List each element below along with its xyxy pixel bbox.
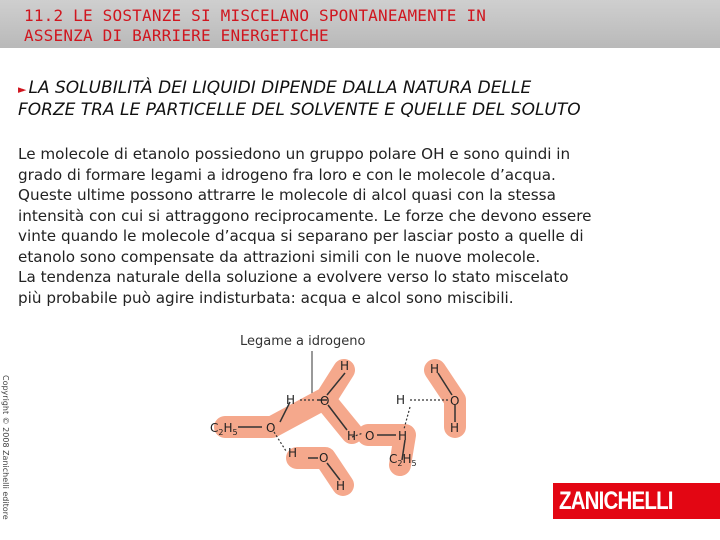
atom-hydrogen: H	[398, 429, 408, 443]
section-heading-line-2: FORZE TRA LE PARTICELLE DEL SOLVENTE E QUELLE DEL SOLUTO	[18, 100, 581, 120]
body-line: Le molecole di etanolo possiedono un gruppo polare OH e sono quindi in	[18, 145, 571, 163]
atom-carbon-group: $C_2H_5$	[210, 421, 238, 437]
atom-oxygen: O	[450, 394, 460, 408]
atom-hydrogen: H	[340, 359, 350, 373]
slide-title-line-1: 11.2 LE SOSTANZE SI MISCELANO SPONTANEAMENTE IN	[24, 6, 487, 25]
section-heading-line-1: LA SOLUBILITÀ DEI LIQUIDI DIPENDE DALLA NATURA DELLE	[28, 78, 532, 98]
atom-oxygen: O	[266, 421, 276, 435]
atom-oxygen: O	[319, 451, 329, 465]
copyright-text: Copyright © 2008 Zanichelli editore	[1, 375, 10, 520]
atom-oxygen: O	[320, 394, 330, 408]
zanichelli-logo	[553, 483, 720, 519]
slide-title	[24, 6, 486, 46]
section-heading	[18, 78, 708, 121]
atom-hydrogen: H	[288, 446, 298, 460]
slide-header	[0, 0, 720, 48]
body-line: etanolo sono compensate da attrazioni simili con le nuove molecole.	[18, 247, 541, 266]
slide-title-line-2: ASSENZA DI BARRIERE ENERGETICHE	[24, 26, 329, 45]
body-line: vinte quando le molecole d’acqua si separano per lasciar posto a quelle di	[18, 227, 584, 245]
diagram-label: Legame a idrogeno	[240, 334, 366, 349]
body-line: intensità con cui si attraggono reciprocamente. Le forze che devono essere	[18, 206, 592, 225]
atom-hydrogen: H	[450, 421, 460, 435]
atom-carbon-group: $C_2H_5$	[389, 452, 417, 468]
atom-hydrogen: H	[430, 362, 440, 376]
copyright-notice	[0, 375, 14, 525]
atom-hydrogen: H	[396, 393, 406, 407]
atom-hydrogen: H	[286, 393, 296, 407]
atom-hydrogen: H	[336, 479, 346, 493]
body-line: La tendenza naturale della soluzione a evolvere verso lo stato miscelato	[18, 268, 569, 286]
body-line: grado di formare legami a idrogeno fra loro e con le molecole d’acqua.	[18, 165, 556, 184]
body-line: Queste ultime possono attrarre le molecole di alcol quasi con la stessa	[18, 186, 556, 204]
bullet-arrow-icon: ►	[18, 83, 27, 96]
logo-text: ZANICHELLI	[559, 487, 673, 515]
atom-oxygen: O	[365, 429, 375, 443]
body-line: più probabile può agire indisturbata: acqua e alcol sono miscibili.	[18, 288, 514, 307]
atom-hydrogen: H	[347, 429, 357, 443]
body-paragraph	[18, 144, 708, 308]
hydrogen-bond-diagram	[200, 325, 490, 500]
